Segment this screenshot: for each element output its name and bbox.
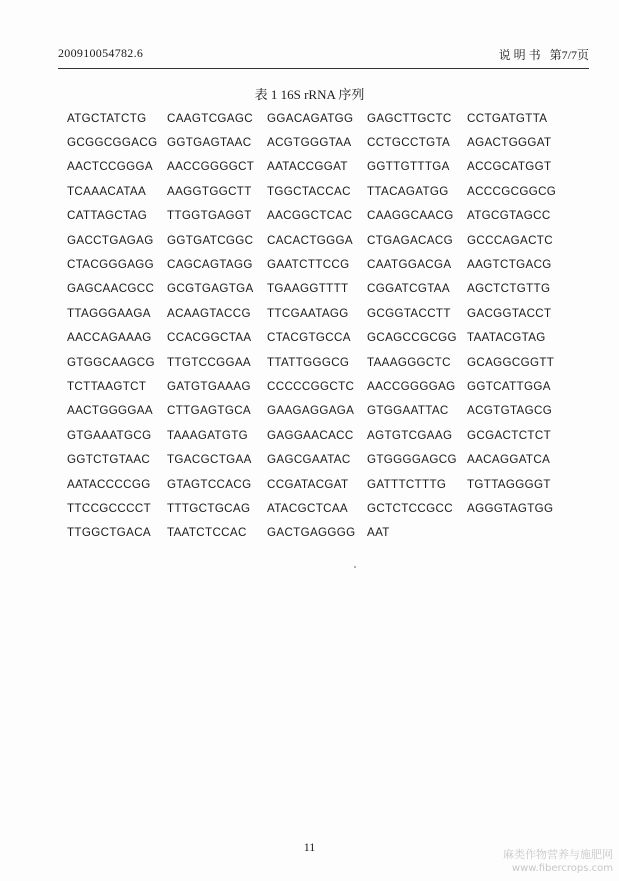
sequence-segment: AATACCCCGG bbox=[67, 477, 151, 491]
sequence-row bbox=[67, 204, 597, 228]
page-indicator: 第7/7页 bbox=[549, 48, 589, 62]
sequence-row bbox=[67, 350, 597, 374]
sequence-row bbox=[67, 301, 597, 325]
sequence-segment: TCAAACATAA bbox=[67, 184, 147, 198]
sequence-segment: AAGTCTGACG bbox=[467, 258, 552, 272]
document-type: 说 明 书 bbox=[498, 48, 541, 62]
sequence-segment: CAGCAGTAGG bbox=[167, 258, 253, 272]
stray-mark bbox=[354, 566, 356, 568]
sequence-segment: GGTCATTGGA bbox=[467, 379, 551, 393]
sequence-segment: GTGAAATGCG bbox=[67, 428, 152, 442]
sequence-segment: AACCAGAAAG bbox=[67, 331, 152, 345]
watermark-text: 麻类作物营养与施肥网 bbox=[503, 848, 613, 861]
sequence-segment: AGCTCTGTTG bbox=[467, 282, 551, 296]
sequence-segment: GCGTGAGTGA bbox=[167, 282, 254, 296]
sequence-segment: CCTGATGTTA bbox=[467, 111, 548, 125]
sequence-segment: ACGTGTAGCG bbox=[467, 404, 553, 418]
sequence-row bbox=[67, 447, 597, 471]
sequence-segment: ATACGCTCAA bbox=[267, 501, 349, 515]
sequence-segment: GAAGAGGAGA bbox=[267, 404, 355, 418]
sequence-segment: TGAAGGTTTT bbox=[267, 282, 349, 296]
sequence-row bbox=[67, 521, 597, 545]
sequence-segment: GCGGTACCTT bbox=[367, 306, 451, 320]
sequence-segment: GAGCGAATAC bbox=[267, 453, 351, 467]
sequence-segment: CTTGAGTGCA bbox=[167, 404, 252, 418]
sequence-table bbox=[67, 106, 597, 545]
sequence-segment: GAGCAACGCC bbox=[67, 282, 155, 296]
sequence-segment: CCGATACGAT bbox=[267, 477, 349, 491]
sequence-segment: AACTGGGGAA bbox=[67, 404, 153, 418]
sequence-segment: TTAGGGAAGA bbox=[67, 306, 151, 320]
sequence-segment: AGACTGGGAT bbox=[467, 136, 552, 150]
sequence-row bbox=[67, 399, 597, 423]
sequence-segment: TTCGAATAGG bbox=[267, 306, 349, 320]
sequence-segment: GATTTCTTTG bbox=[367, 477, 447, 491]
sequence-segment: GAATCTTCCG bbox=[267, 258, 350, 272]
sequence-segment: TAAAGGGCTC bbox=[367, 355, 451, 369]
header-divider bbox=[58, 68, 589, 69]
sequence-segment: ACCCGCGGCG bbox=[467, 184, 557, 198]
sequence-segment: AGTGTCGAAG bbox=[367, 428, 453, 442]
sequence-segment: CTACGTGCCA bbox=[267, 331, 351, 345]
sequence-segment: CCACGGCTAA bbox=[167, 331, 252, 345]
sequence-segment: TGACGCTGAA bbox=[167, 453, 252, 467]
sequence-segment: TAATACGTAG bbox=[467, 331, 546, 345]
sequence-segment: GCGGCGGACG bbox=[67, 136, 158, 150]
sequence-segment: CCTGCCTGTA bbox=[367, 136, 451, 150]
page-number: 11 bbox=[303, 840, 316, 854]
sequence-segment: GCAGCCGCGG bbox=[367, 331, 457, 345]
sequence-segment: AATACCGGAT bbox=[267, 160, 348, 174]
table-title: 表 1 16S rRNA 序列 bbox=[254, 87, 365, 102]
sequence-segment: ACCGCATGGT bbox=[467, 160, 552, 174]
sequence-row bbox=[67, 277, 597, 301]
sequence-segment: TTACAGATGG bbox=[367, 184, 449, 198]
sequence-row bbox=[67, 228, 597, 252]
sequence-segment: GAGCTTGCTC bbox=[367, 111, 452, 125]
sequence-segment: GCCCAGACTC bbox=[467, 233, 553, 247]
page-header bbox=[58, 46, 589, 68]
sequence-segment: GGTGAGTAAC bbox=[167, 136, 252, 150]
sequence-row bbox=[67, 423, 597, 447]
sequence-segment: AGGGTAGTGG bbox=[467, 501, 554, 515]
sequence-segment: GTAGTCCACG bbox=[167, 477, 252, 491]
sequence-segment: GGTGATCGGC bbox=[167, 233, 254, 247]
sequence-segment: GTGGCAAGCG bbox=[67, 355, 155, 369]
sequence-row bbox=[67, 130, 597, 154]
sequence-segment: GATGTGAAAG bbox=[167, 379, 251, 393]
sequence-segment: CTGAGACACG bbox=[367, 233, 453, 247]
sequence-segment: TAATCTCCAC bbox=[167, 526, 247, 540]
sequence-segment: ACGTGGGTAA bbox=[267, 136, 352, 150]
sequence-segment: AACCGGGGCT bbox=[167, 160, 255, 174]
sequence-segment: TTGGCTGACA bbox=[67, 526, 152, 540]
sequence-segment: CACACTGGGA bbox=[267, 233, 353, 247]
sequence-segment: AAGGTGGCTT bbox=[167, 184, 252, 198]
sequence-segment: GTGGAATTAC bbox=[367, 404, 449, 418]
sequence-segment: GAGGAACACC bbox=[267, 428, 354, 442]
sequence-segment: AACCGGGGAG bbox=[367, 379, 456, 393]
sequence-row bbox=[67, 106, 597, 130]
sequence-segment: GCGACTCTCT bbox=[467, 428, 552, 442]
sequence-segment: GGTTGTTTGA bbox=[367, 160, 450, 174]
watermark bbox=[503, 848, 613, 876]
sequence-segment: TTGGTGAGGT bbox=[167, 209, 252, 223]
sequence-segment: GTGGGGAGCG bbox=[367, 453, 457, 467]
sequence-segment: GGTCTGTAAC bbox=[67, 453, 151, 467]
watermark-url: www.fibercrops.com bbox=[511, 863, 613, 874]
sequence-segment: TTCCGCCCCT bbox=[67, 501, 151, 515]
sequence-segment: TGGCTACCAC bbox=[267, 184, 351, 198]
sequence-segment: AACTCCGGGA bbox=[67, 160, 153, 174]
sequence-segment: GACCTGAGAG bbox=[67, 233, 154, 247]
sequence-segment: AACGGCTCAC bbox=[267, 209, 353, 223]
sequence-row bbox=[67, 496, 597, 520]
sequence-segment: GCTCTCCGCC bbox=[367, 501, 453, 515]
patent-number: 200910054782.6 bbox=[58, 46, 144, 60]
sequence-row bbox=[67, 155, 597, 179]
sequence-segment: CGGATCGTAA bbox=[367, 282, 450, 296]
sequence-segment: TTATTGGGCG bbox=[267, 355, 350, 369]
sequence-segment: GGACAGATGG bbox=[267, 111, 354, 125]
sequence-row bbox=[67, 472, 597, 496]
sequence-segment: TCTTAAGTCT bbox=[67, 379, 147, 393]
sequence-segment: ATGCGTAGCC bbox=[467, 209, 551, 223]
sequence-segment: CAAGGCAACG bbox=[367, 209, 454, 223]
sequence-segment: CATTAGCTAG bbox=[67, 209, 148, 223]
sequence-segment: AAT bbox=[367, 526, 390, 540]
sequence-segment: CAATGGACGA bbox=[367, 258, 452, 272]
sequence-segment: TAAAGATGTG bbox=[167, 428, 249, 442]
sequence-segment: AACAGGATCA bbox=[467, 453, 551, 467]
sequence-row bbox=[67, 374, 597, 398]
sequence-segment: TTTGCTGCAG bbox=[167, 501, 251, 515]
sequence-segment: TTGTCCGGAA bbox=[167, 355, 252, 369]
sequence-segment: TGTTAGGGGT bbox=[467, 477, 551, 491]
sequence-row bbox=[67, 326, 597, 350]
sequence-segment: CCCCCGGCTC bbox=[267, 379, 355, 393]
sequence-segment: ACAAGTACCG bbox=[167, 306, 251, 320]
sequence-segment: GCAGGCGGTT bbox=[467, 355, 555, 369]
header-right bbox=[493, 46, 589, 63]
sequence-segment: ATGCTATCTG bbox=[67, 111, 147, 125]
sequence-segment: GACTGAGGGG bbox=[267, 526, 356, 540]
sequence-segment: GACGGTACCT bbox=[467, 306, 552, 320]
sequence-row bbox=[67, 252, 597, 276]
sequence-row bbox=[67, 179, 597, 203]
sequence-segment: CTACGGGAGG bbox=[67, 258, 155, 272]
sequence-segment: CAAGTCGAGC bbox=[167, 111, 253, 125]
